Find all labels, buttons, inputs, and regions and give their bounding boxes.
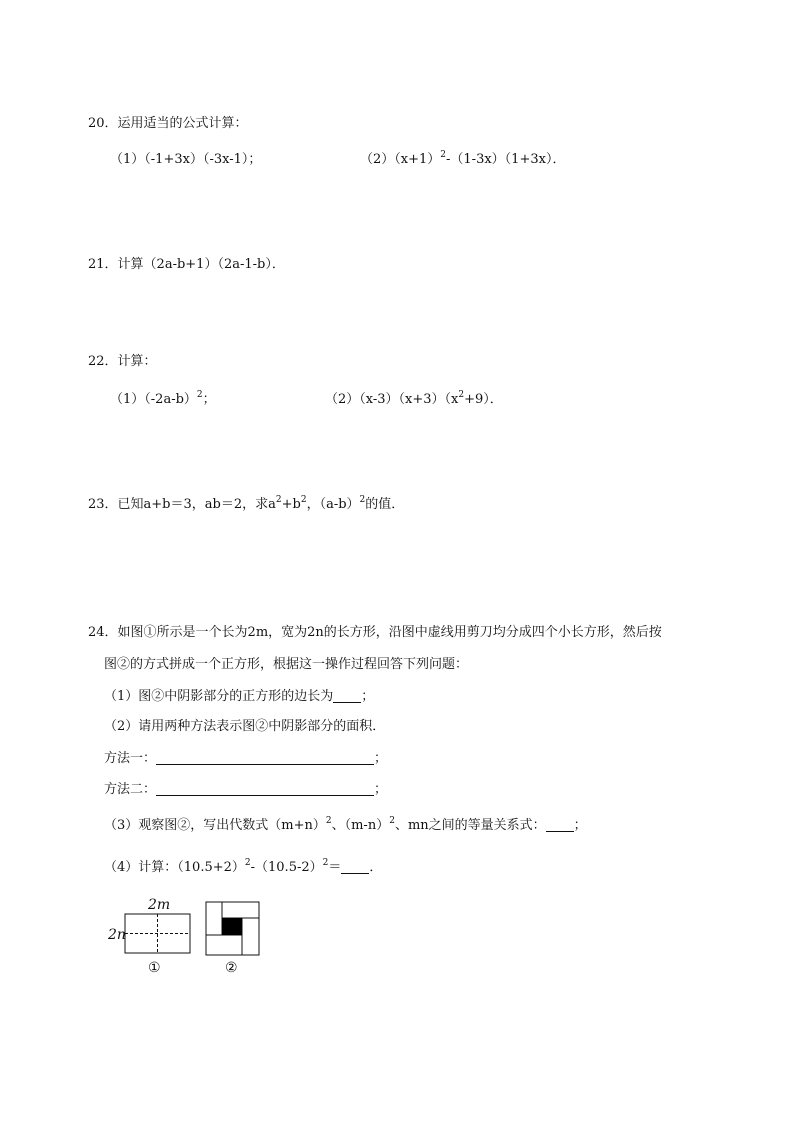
q23-sup2: 2 bbox=[300, 495, 307, 505]
q20-title: 20．运用适当的公式计算： bbox=[88, 116, 248, 131]
q24-sub3-end: ； bbox=[573, 818, 587, 833]
q24-sub3-sup2: 2 bbox=[389, 816, 395, 826]
q22-part2-num: （2） bbox=[325, 392, 360, 407]
q24-method2-end: ； bbox=[374, 782, 388, 797]
q20-part1-text: （-1+3x）（-3x-1）； bbox=[144, 152, 262, 167]
fig1-caption: ① bbox=[148, 960, 161, 976]
q24-sub4-c: ＝ bbox=[328, 860, 342, 875]
q24-sub1-text: （1）图②中阴影部分的正方形的边长为 bbox=[104, 689, 334, 704]
q24-line1: 24．如图①所示是一个长为2m，宽为2n的长方形，沿图中虚线用剪刀均分成四个小长方形，然后按 bbox=[88, 625, 662, 640]
q24-sub4-b: -（10.5-2） bbox=[250, 860, 323, 875]
q24-sub3-blank[interactable] bbox=[546, 817, 574, 832]
q24-sub4-a: （4）计算：（10.5+2） bbox=[104, 860, 245, 875]
q21-title: 21．计算（2a-b+1）（2a-1-b）． bbox=[88, 257, 285, 272]
q24-sub4-sup1: 2 bbox=[244, 858, 251, 868]
q20-part1-num: （1） bbox=[110, 152, 145, 167]
q24-sub4-blank[interactable] bbox=[341, 859, 369, 874]
fig1-left-label: 2n bbox=[108, 927, 126, 943]
q24-sub1 bbox=[104, 688, 374, 706]
q20-part2 bbox=[360, 151, 565, 169]
q24-method1 bbox=[104, 750, 387, 768]
q22-part2 bbox=[325, 391, 503, 409]
q24-sub3-sup1: 2 bbox=[325, 816, 332, 826]
q22-part1-text-a: （-2a-b） bbox=[144, 392, 197, 407]
q24-sub4-sup2: 2 bbox=[322, 858, 329, 868]
q24-sub4-end: ． bbox=[369, 860, 383, 875]
q22-part2-text-b: +9）． bbox=[464, 392, 503, 407]
q22-part1-text-b: ； bbox=[202, 392, 216, 407]
q24-method2-blank[interactable] bbox=[156, 781, 374, 796]
q22-title: 22．计算： bbox=[88, 354, 157, 369]
q22-part2-text-a: （x-3）（x+3）（x bbox=[359, 392, 459, 407]
q23-text-a: 23．已知a+b＝3，ab＝2，求a bbox=[88, 497, 276, 512]
q20-part1 bbox=[110, 151, 261, 169]
q20-part2-text-a: （x+1） bbox=[394, 152, 441, 167]
q24-sub4 bbox=[104, 859, 382, 877]
q24-method1-label: 方法一： bbox=[104, 751, 157, 766]
q24-sub1-blank[interactable] bbox=[333, 688, 361, 703]
q24-method1-blank[interactable] bbox=[156, 750, 374, 765]
q23-text bbox=[88, 496, 404, 514]
q23-text-b: +b bbox=[281, 497, 301, 512]
q24-sub3-b: 、（m-n） bbox=[331, 818, 390, 833]
q23-sup3: 2 bbox=[359, 495, 366, 505]
q23-text-d: 的值． bbox=[365, 497, 405, 512]
fig2-shaded-square bbox=[222, 918, 242, 935]
q22-part1-num: （1） bbox=[110, 392, 145, 407]
q24-sub3-a: （3）观察图②，写出代数式（m+n） bbox=[104, 818, 326, 833]
q22-part1 bbox=[110, 391, 216, 409]
fig2-caption: ② bbox=[225, 960, 238, 976]
fig1-top-label: 2m bbox=[148, 897, 171, 913]
q24-sub3 bbox=[104, 817, 587, 835]
q24-sub1-end: ； bbox=[361, 689, 375, 704]
q24-line2: 图②的方式拼成一个正方形，根据这一操作过程回答下列问题： bbox=[104, 657, 469, 672]
q20-part2-sup: 2 bbox=[440, 150, 447, 160]
q23-text-c: ，（a-b） bbox=[306, 497, 360, 512]
q23-sup1: 2 bbox=[275, 495, 282, 505]
q24-sub2: （2）请用两种方法表示图②中阴影部分的面积． bbox=[104, 719, 386, 734]
q22-part2-sup: 2 bbox=[458, 390, 465, 400]
q20-part2-num: （2） bbox=[360, 152, 395, 167]
figure-1-rectangle bbox=[124, 913, 192, 955]
q24-sub3-c: 、mn之间的等量关系式： bbox=[394, 818, 546, 833]
figure-2-square bbox=[205, 901, 261, 957]
q24-method2-label: 方法二： bbox=[104, 782, 157, 797]
q20-part2-text-b: -（1-3x）（1+3x）． bbox=[446, 152, 566, 167]
q24-method2 bbox=[104, 781, 387, 799]
q22-part1-sup: 2 bbox=[196, 390, 203, 400]
q24-method1-end: ； bbox=[374, 751, 388, 766]
